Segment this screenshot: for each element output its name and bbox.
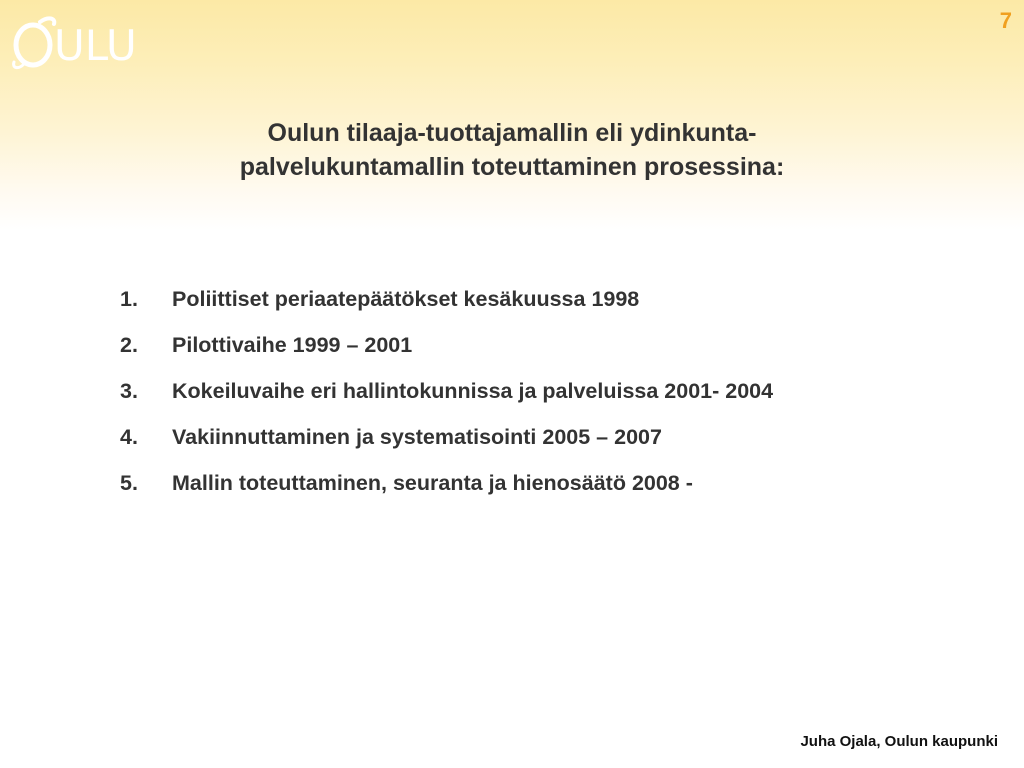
step-text: Poliittiset periaatepäätökset kesäkuussa 1998 xyxy=(172,286,640,311)
list-item xyxy=(120,322,773,368)
logo-text: ULU xyxy=(54,21,137,70)
list-item xyxy=(120,460,773,506)
oulu-logo xyxy=(10,14,170,74)
list-item xyxy=(120,276,773,322)
footer-author: Juha Ojala, Oulun kaupunki xyxy=(800,733,998,750)
step-number: 2. xyxy=(120,332,138,357)
step-text: Pilottivaihe 1999 – 2001 xyxy=(172,332,413,357)
process-steps-list xyxy=(120,276,773,506)
slide-title xyxy=(112,116,912,184)
step-text: Vakiinnuttaminen ja systematisointi 2005 – 2007 xyxy=(172,424,662,449)
step-number: 5. xyxy=(120,470,138,495)
step-number: 1. xyxy=(120,286,138,311)
step-number: 4. xyxy=(120,424,138,449)
step-text: Kokeiluvaihe eri hallintokunnissa ja palveluissa 2001- 2004 xyxy=(172,378,774,403)
page-number: 7 xyxy=(999,8,1012,33)
list-item xyxy=(120,414,773,460)
oulu-swirl-o-icon xyxy=(10,14,58,74)
step-text: Mallin toteuttaminen, seuranta ja hienosäätö 2008 - xyxy=(172,470,693,495)
slide-title-line-2: palvelukuntamallin toteuttaminen prosessina: xyxy=(239,153,785,181)
slide-title-line-1: Oulun tilaaja-tuottajamallin eli ydinkunta- xyxy=(267,119,757,147)
list-item xyxy=(120,368,773,414)
step-number: 3. xyxy=(120,378,138,403)
